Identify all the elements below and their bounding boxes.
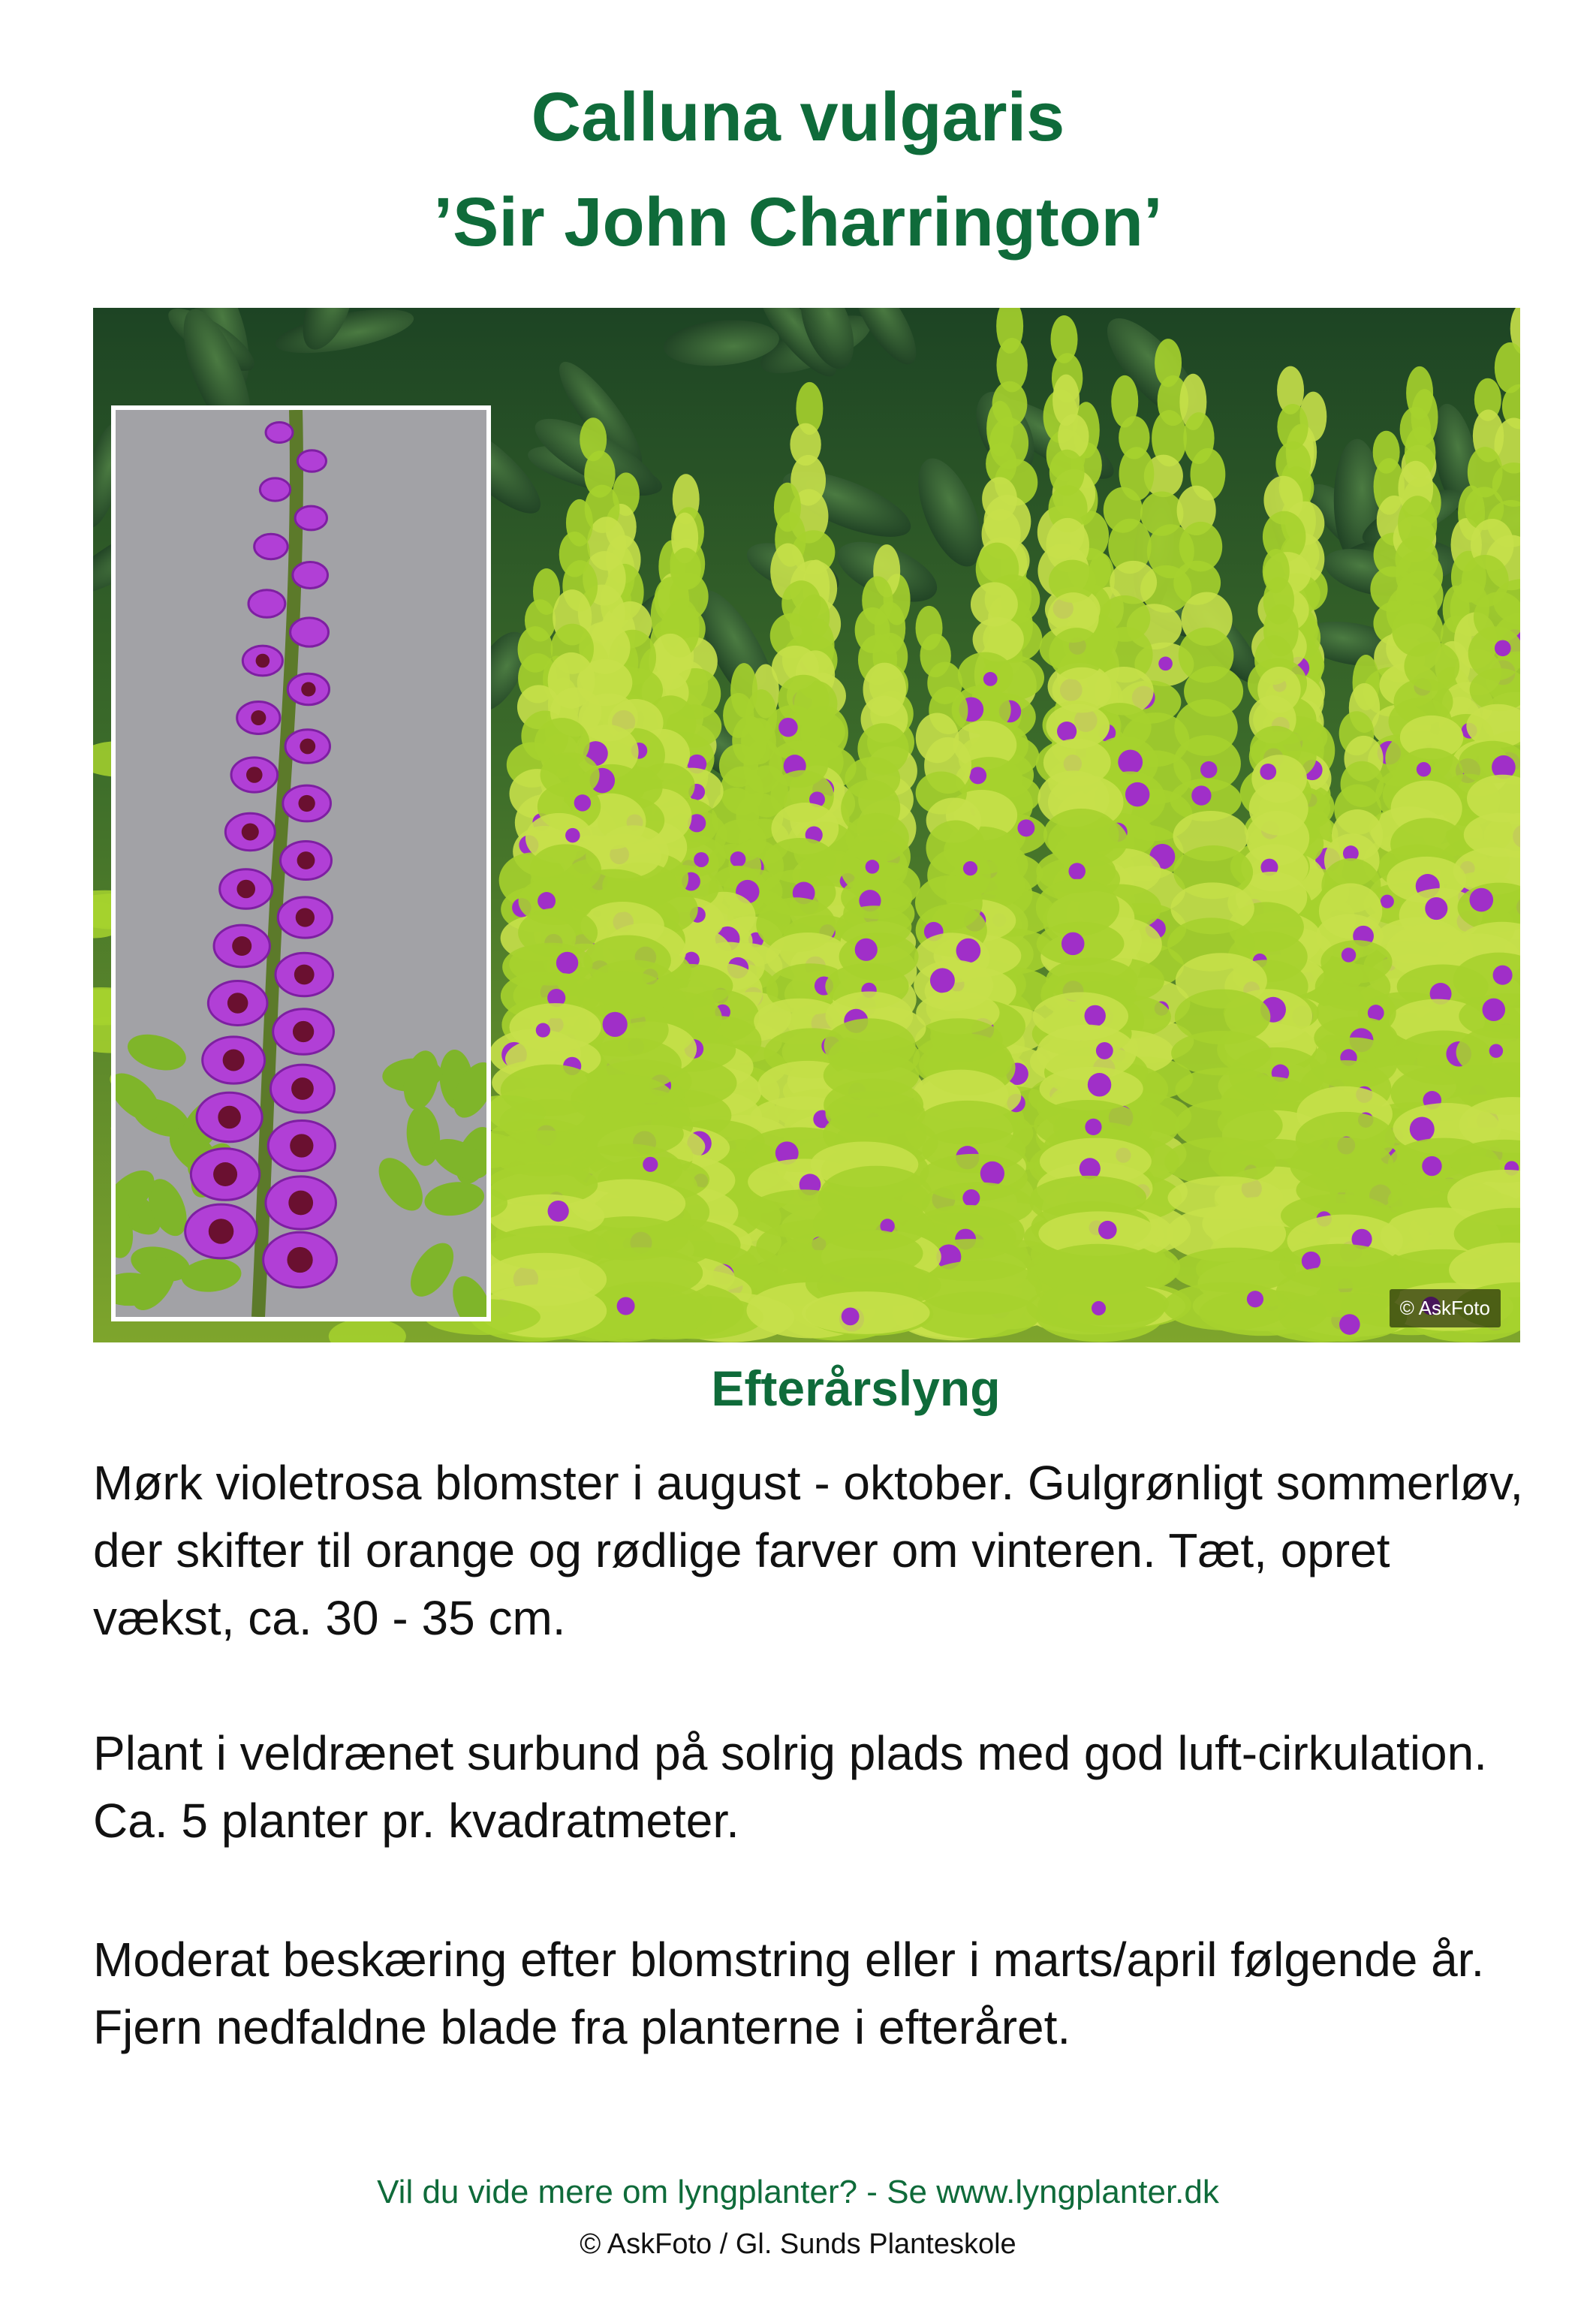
photo-credit: © AskFoto (1390, 1289, 1501, 1327)
main-plant-photo (93, 308, 1520, 1342)
inset-flower-center (301, 682, 315, 696)
inset-flower (291, 618, 329, 646)
inset-flower-center (288, 1191, 313, 1216)
flower-bud (983, 672, 998, 686)
flower-bud (969, 767, 986, 784)
plant-title-latin: Calluna vulgaris (531, 79, 1065, 155)
flower-bud (538, 892, 556, 910)
flower-bud (1410, 1116, 1435, 1141)
inset-flower-center (256, 654, 270, 668)
foliage-tuft (802, 1291, 930, 1334)
flower-bud (1088, 1073, 1111, 1096)
footer-website-link[interactable]: Vil du vide mere om lyngplanter? - Se www.lyngplanter.dk (377, 2174, 1219, 2210)
flower-bud (778, 718, 798, 737)
inset-flower-center (246, 767, 263, 783)
inset-flower-center (297, 851, 315, 869)
flower-bud (842, 1307, 860, 1325)
footer-copyright: © AskFoto / Gl. Sunds Planteskole (580, 2228, 1016, 2260)
flower-bud (1247, 1291, 1263, 1307)
flower-bud (962, 1189, 980, 1207)
flower-bud (1469, 888, 1493, 912)
inset-flower-center (290, 1134, 313, 1157)
flower-bud (1260, 764, 1276, 780)
plant-title-cultivar: ’Sir John Charrington’ (433, 184, 1163, 261)
inset-flower-center (213, 1162, 237, 1186)
flower-bud (1098, 1221, 1117, 1240)
inset-flower-center (296, 908, 315, 927)
inset-flower-center (287, 1247, 312, 1273)
flower-bud (1068, 863, 1086, 880)
flower-bud (1061, 933, 1085, 956)
flower-bud (643, 1157, 658, 1172)
flower-bud (1422, 1156, 1441, 1176)
flower-bud (1489, 1044, 1503, 1057)
inset-flower-center (294, 965, 315, 985)
flower-bud (1092, 1301, 1106, 1315)
inset-flower (248, 590, 285, 618)
flower-bud (617, 1297, 635, 1315)
inset-flower-center (291, 1077, 314, 1100)
inset-flower (260, 478, 290, 501)
flower-bud (1381, 895, 1394, 908)
flower-bud (694, 852, 709, 867)
flower-bud (1342, 948, 1356, 962)
flower-bud (565, 828, 580, 843)
inset-flower-center (293, 1021, 314, 1042)
common-name: Efterårslyng (711, 1360, 1001, 1416)
inset-flower-center (298, 795, 315, 812)
flower-bud (730, 851, 746, 867)
flower-bud (1200, 761, 1217, 778)
inset-flower (295, 506, 327, 530)
inset-flower-center (236, 880, 255, 899)
flower-bud (1118, 750, 1143, 775)
description-paragraph: Mørk violetrosa blomster i august - oktober. Gulgrønligt sommerløv, der skifter til orange og rødlige farver om vinteren. Tæt, opret vækst, ca. 30 - 35 cm. (93, 1456, 1524, 1645)
flower-bud (1096, 1042, 1113, 1059)
flower-bud (603, 1012, 628, 1037)
planting-paragraph: Plant i veldrænet surbund på solrig plads med god luft-cirkulation. Ca. 5 planter pr. kvadratmeter. (93, 1726, 1487, 1848)
flower-bud (556, 952, 578, 974)
inset-flower-center (300, 739, 315, 755)
flower-bud (1057, 722, 1077, 741)
flower-closeup-inset (111, 405, 491, 1321)
flower-bud (1017, 819, 1034, 836)
inset-flower-center (227, 993, 248, 1014)
flower-bud (1339, 1314, 1360, 1335)
flower-bud (1483, 999, 1505, 1021)
flower-bud (1493, 966, 1513, 985)
flower-bud (1085, 1005, 1106, 1026)
inset-flower (297, 450, 326, 472)
flower-bud (536, 1023, 550, 1038)
inset-flower (293, 562, 328, 589)
inset-flower-center (223, 1049, 245, 1071)
inset-flower-center (209, 1219, 234, 1244)
flower-bud (866, 860, 880, 874)
flower-bud (855, 939, 878, 961)
foliage-tuft (1163, 1282, 1291, 1330)
flower-bud (1425, 897, 1447, 920)
inset-flower (254, 534, 288, 559)
flower-bud (574, 794, 591, 811)
inset-flower-center (242, 823, 259, 840)
inset-flower-center (218, 1106, 241, 1129)
pruning-paragraph: Moderat beskæring efter blomstring eller i marts/april følgende år. Fjern nedfaldne blade fra planterne i efteråret. (93, 1933, 1485, 2054)
flower-bud (548, 1201, 569, 1222)
flower-bud (1417, 762, 1431, 776)
flower-bud (963, 861, 977, 875)
flower-bud (1125, 782, 1149, 806)
flower-bud (930, 968, 955, 993)
flower-spike-illustration (116, 410, 486, 1317)
inset-flower (266, 423, 293, 443)
flower-bud (1085, 1119, 1101, 1135)
flower-bud (980, 1162, 1004, 1186)
flower-bud (956, 939, 981, 963)
flower-bud (1158, 657, 1173, 671)
inset-flower-center (232, 936, 251, 956)
inset-flower-center (251, 710, 266, 725)
flower-bud (1495, 640, 1511, 656)
flower-bud (1191, 785, 1211, 805)
